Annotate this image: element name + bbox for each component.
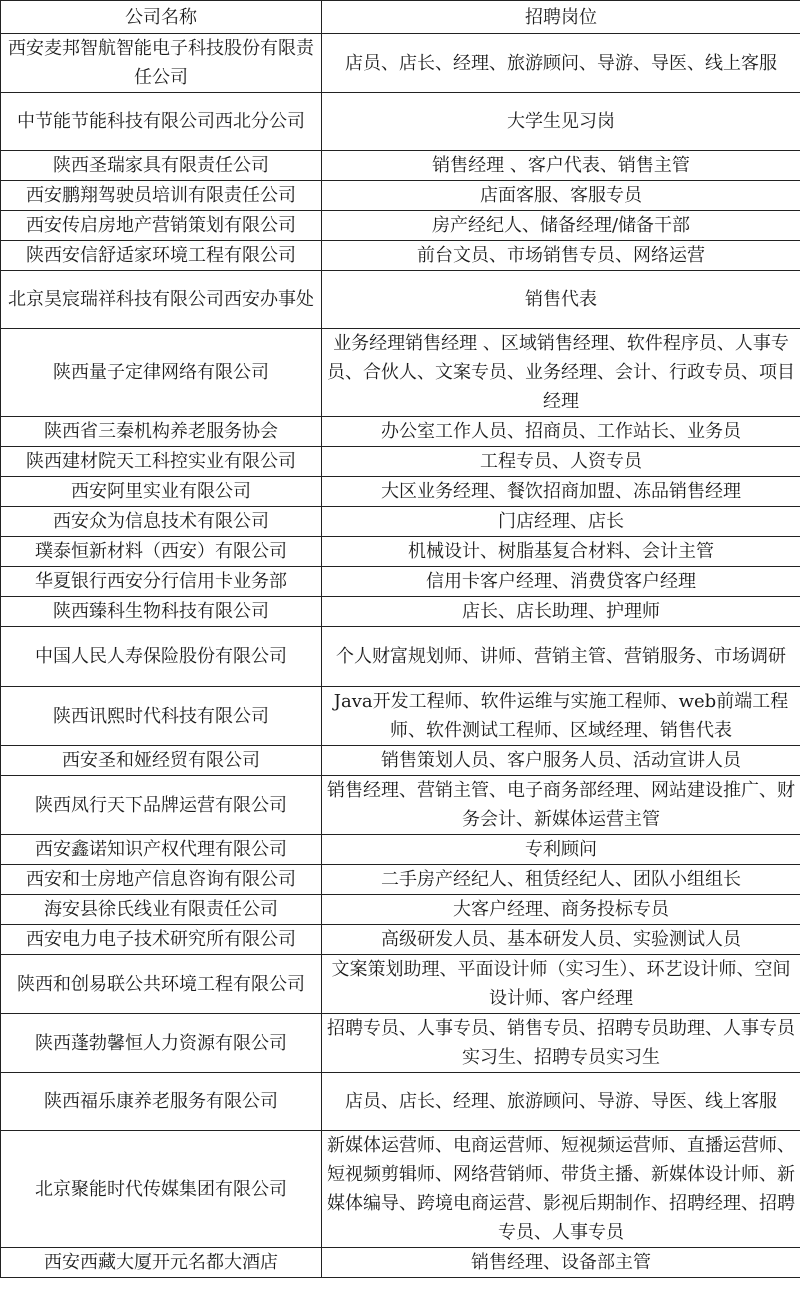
table-row	[1, 507, 800, 537]
company-name-cell: 西安鹏翔驾驶员培训有限责任公司	[1, 181, 322, 211]
positions-cell: 工程专员、人资专员	[322, 447, 800, 477]
table-row	[1, 865, 800, 895]
company-name-cell: 陕西和创易联公共环境工程有限公司	[1, 955, 322, 1014]
table-row	[1, 211, 800, 241]
positions-cell: 店员、店长、经理、旅游顾问、导游、导医、线上客服	[322, 34, 800, 93]
company-name-cell: 陕西圣瑞家具有限责任公司	[1, 151, 322, 181]
company-name-cell: 海安县徐氏线业有限责任公司	[1, 895, 322, 925]
table-row	[1, 1014, 800, 1073]
table-row	[1, 1131, 800, 1248]
table-row	[1, 835, 800, 865]
table-row	[1, 329, 800, 417]
company-name-cell: 陕西凤行天下品牌运营有限公司	[1, 776, 322, 835]
positions-cell: Java开发工程师、软件运维与实施工程师、web前端工程师、软件测试工程师、区域经理、销售代表	[322, 687, 800, 746]
positions-cell: 办公室工作人员、招商员、工作站长、业务员	[322, 417, 800, 447]
table-row	[1, 597, 800, 627]
company-name-cell: 北京聚能时代传媒集团有限公司	[1, 1131, 322, 1248]
company-name-cell: 璞泰恒新材料（西安）有限公司	[1, 537, 322, 567]
table-row	[1, 746, 800, 776]
positions-cell: 销售代表	[322, 271, 800, 329]
table-row	[1, 151, 800, 181]
positions-cell: 店面客服、客服专员	[322, 181, 800, 211]
table-row	[1, 1073, 800, 1131]
company-name-cell: 西安电力电子技术研究所有限公司	[1, 925, 322, 955]
positions-header: 招聘岗位	[322, 1, 800, 34]
positions-cell: 大区业务经理、餐饮招商加盟、冻品销售经理	[322, 477, 800, 507]
company-name-cell: 西安阿里实业有限公司	[1, 477, 322, 507]
company-name-cell: 西安和士房地产信息咨询有限公司	[1, 865, 322, 895]
table-row	[1, 447, 800, 477]
table-row	[1, 417, 800, 447]
header-row	[1, 1, 800, 34]
positions-cell: 高级研发人员、基本研发人员、实验测试人员	[322, 925, 800, 955]
company-name-cell: 西安圣和娅经贸有限公司	[1, 746, 322, 776]
table-row	[1, 955, 800, 1014]
positions-cell: 销售策划人员、客户服务人员、活动宣讲人员	[322, 746, 800, 776]
positions-cell: 机械设计、树脂基复合材料、会计主管	[322, 537, 800, 567]
positions-cell: 信用卡客户经理、消费贷客户经理	[322, 567, 800, 597]
table-row	[1, 895, 800, 925]
positions-cell: 销售经理、营销主管、电子商务部经理、网站建设推广、财务会计、新媒体运营主管	[322, 776, 800, 835]
positions-cell: 店长、店长助理、护理师	[322, 597, 800, 627]
table-row	[1, 34, 800, 93]
company-name-cell: 陕西安信舒适家环境工程有限公司	[1, 241, 322, 271]
company-name-cell: 陕西讯熙时代科技有限公司	[1, 687, 322, 746]
company-name-cell: 陕西臻科生物科技有限公司	[1, 597, 322, 627]
company-name-header: 公司名称	[1, 1, 322, 34]
positions-cell: 大学生见习岗	[322, 93, 800, 151]
positions-cell: 店员、店长、经理、旅游顾问、导游、导医、线上客服	[322, 1073, 800, 1131]
positions-cell: 房产经纪人、储备经理/储备干部	[322, 211, 800, 241]
table-row	[1, 687, 800, 746]
table-row	[1, 93, 800, 151]
table-row	[1, 241, 800, 271]
company-name-cell: 陕西蓬勃馨恒人力资源有限公司	[1, 1014, 322, 1073]
positions-cell: 业务经理销售经理 、区域销售经理、软件程序员、人事专员、合伙人、文案专员、业务经理、会计、行政专员、项目经理	[322, 329, 800, 417]
table-row	[1, 776, 800, 835]
table-row	[1, 1248, 800, 1278]
company-name-cell: 西安众为信息技术有限公司	[1, 507, 322, 537]
positions-cell: 大客户经理、商务投标专员	[322, 895, 800, 925]
company-name-cell: 西安西藏大厦开元名都大酒店	[1, 1248, 322, 1278]
positions-cell: 新媒体运营师、电商运营师、短视频运营师、直播运营师、短视频剪辑师、网络营销师、带货主播、新媒体设计师、新媒体编导、跨境电商运营、影视后期制作、招聘经理、招聘专员、人事专员	[322, 1131, 800, 1248]
company-name-cell: 中节能节能科技有限公司西北分公司	[1, 93, 322, 151]
positions-cell: 前台文员、市场销售专员、网络运营	[322, 241, 800, 271]
company-name-cell: 北京昊宸瑞祥科技有限公司西安办事处	[1, 271, 322, 329]
positions-cell: 专利顾问	[322, 835, 800, 865]
table-row	[1, 271, 800, 329]
company-name-cell: 华夏银行西安分行信用卡业务部	[1, 567, 322, 597]
table-body	[1, 34, 800, 1278]
table-row	[1, 567, 800, 597]
positions-cell: 二手房产经纪人、租赁经纪人、团队小组组长	[322, 865, 800, 895]
positions-cell: 招聘专员、人事专员、销售专员、招聘专员助理、人事专员实习生、招聘专员实习生	[322, 1014, 800, 1073]
company-name-cell: 陕西建材院天工科控实业有限公司	[1, 447, 322, 477]
table-row	[1, 181, 800, 211]
positions-cell: 门店经理、店长	[322, 507, 800, 537]
company-name-cell: 西安麦邦智航智能电子科技股份有限责任公司	[1, 34, 322, 93]
table-row	[1, 627, 800, 687]
company-name-cell: 中国人民人寿保险股份有限公司	[1, 627, 322, 687]
company-name-cell: 西安传启房地产营销策划有限公司	[1, 211, 322, 241]
positions-cell: 销售经理 、客户代表、销售主管	[322, 151, 800, 181]
positions-cell: 销售经理、设备部主管	[322, 1248, 800, 1278]
company-name-cell: 陕西省三秦机构养老服务协会	[1, 417, 322, 447]
company-name-cell: 西安鑫诺知识产权代理有限公司	[1, 835, 322, 865]
table-row	[1, 537, 800, 567]
positions-cell: 文案策划助理、平面设计师（实习生）、环艺设计师、空间设计师、客户经理	[322, 955, 800, 1014]
table-row	[1, 925, 800, 955]
company-name-cell: 陕西福乐康养老服务有限公司	[1, 1073, 322, 1131]
table-row	[1, 477, 800, 507]
positions-cell: 个人财富规划师、讲师、营销主管、营销服务、市场调研	[322, 627, 800, 687]
company-name-cell: 陕西量子定律网络有限公司	[1, 329, 322, 417]
